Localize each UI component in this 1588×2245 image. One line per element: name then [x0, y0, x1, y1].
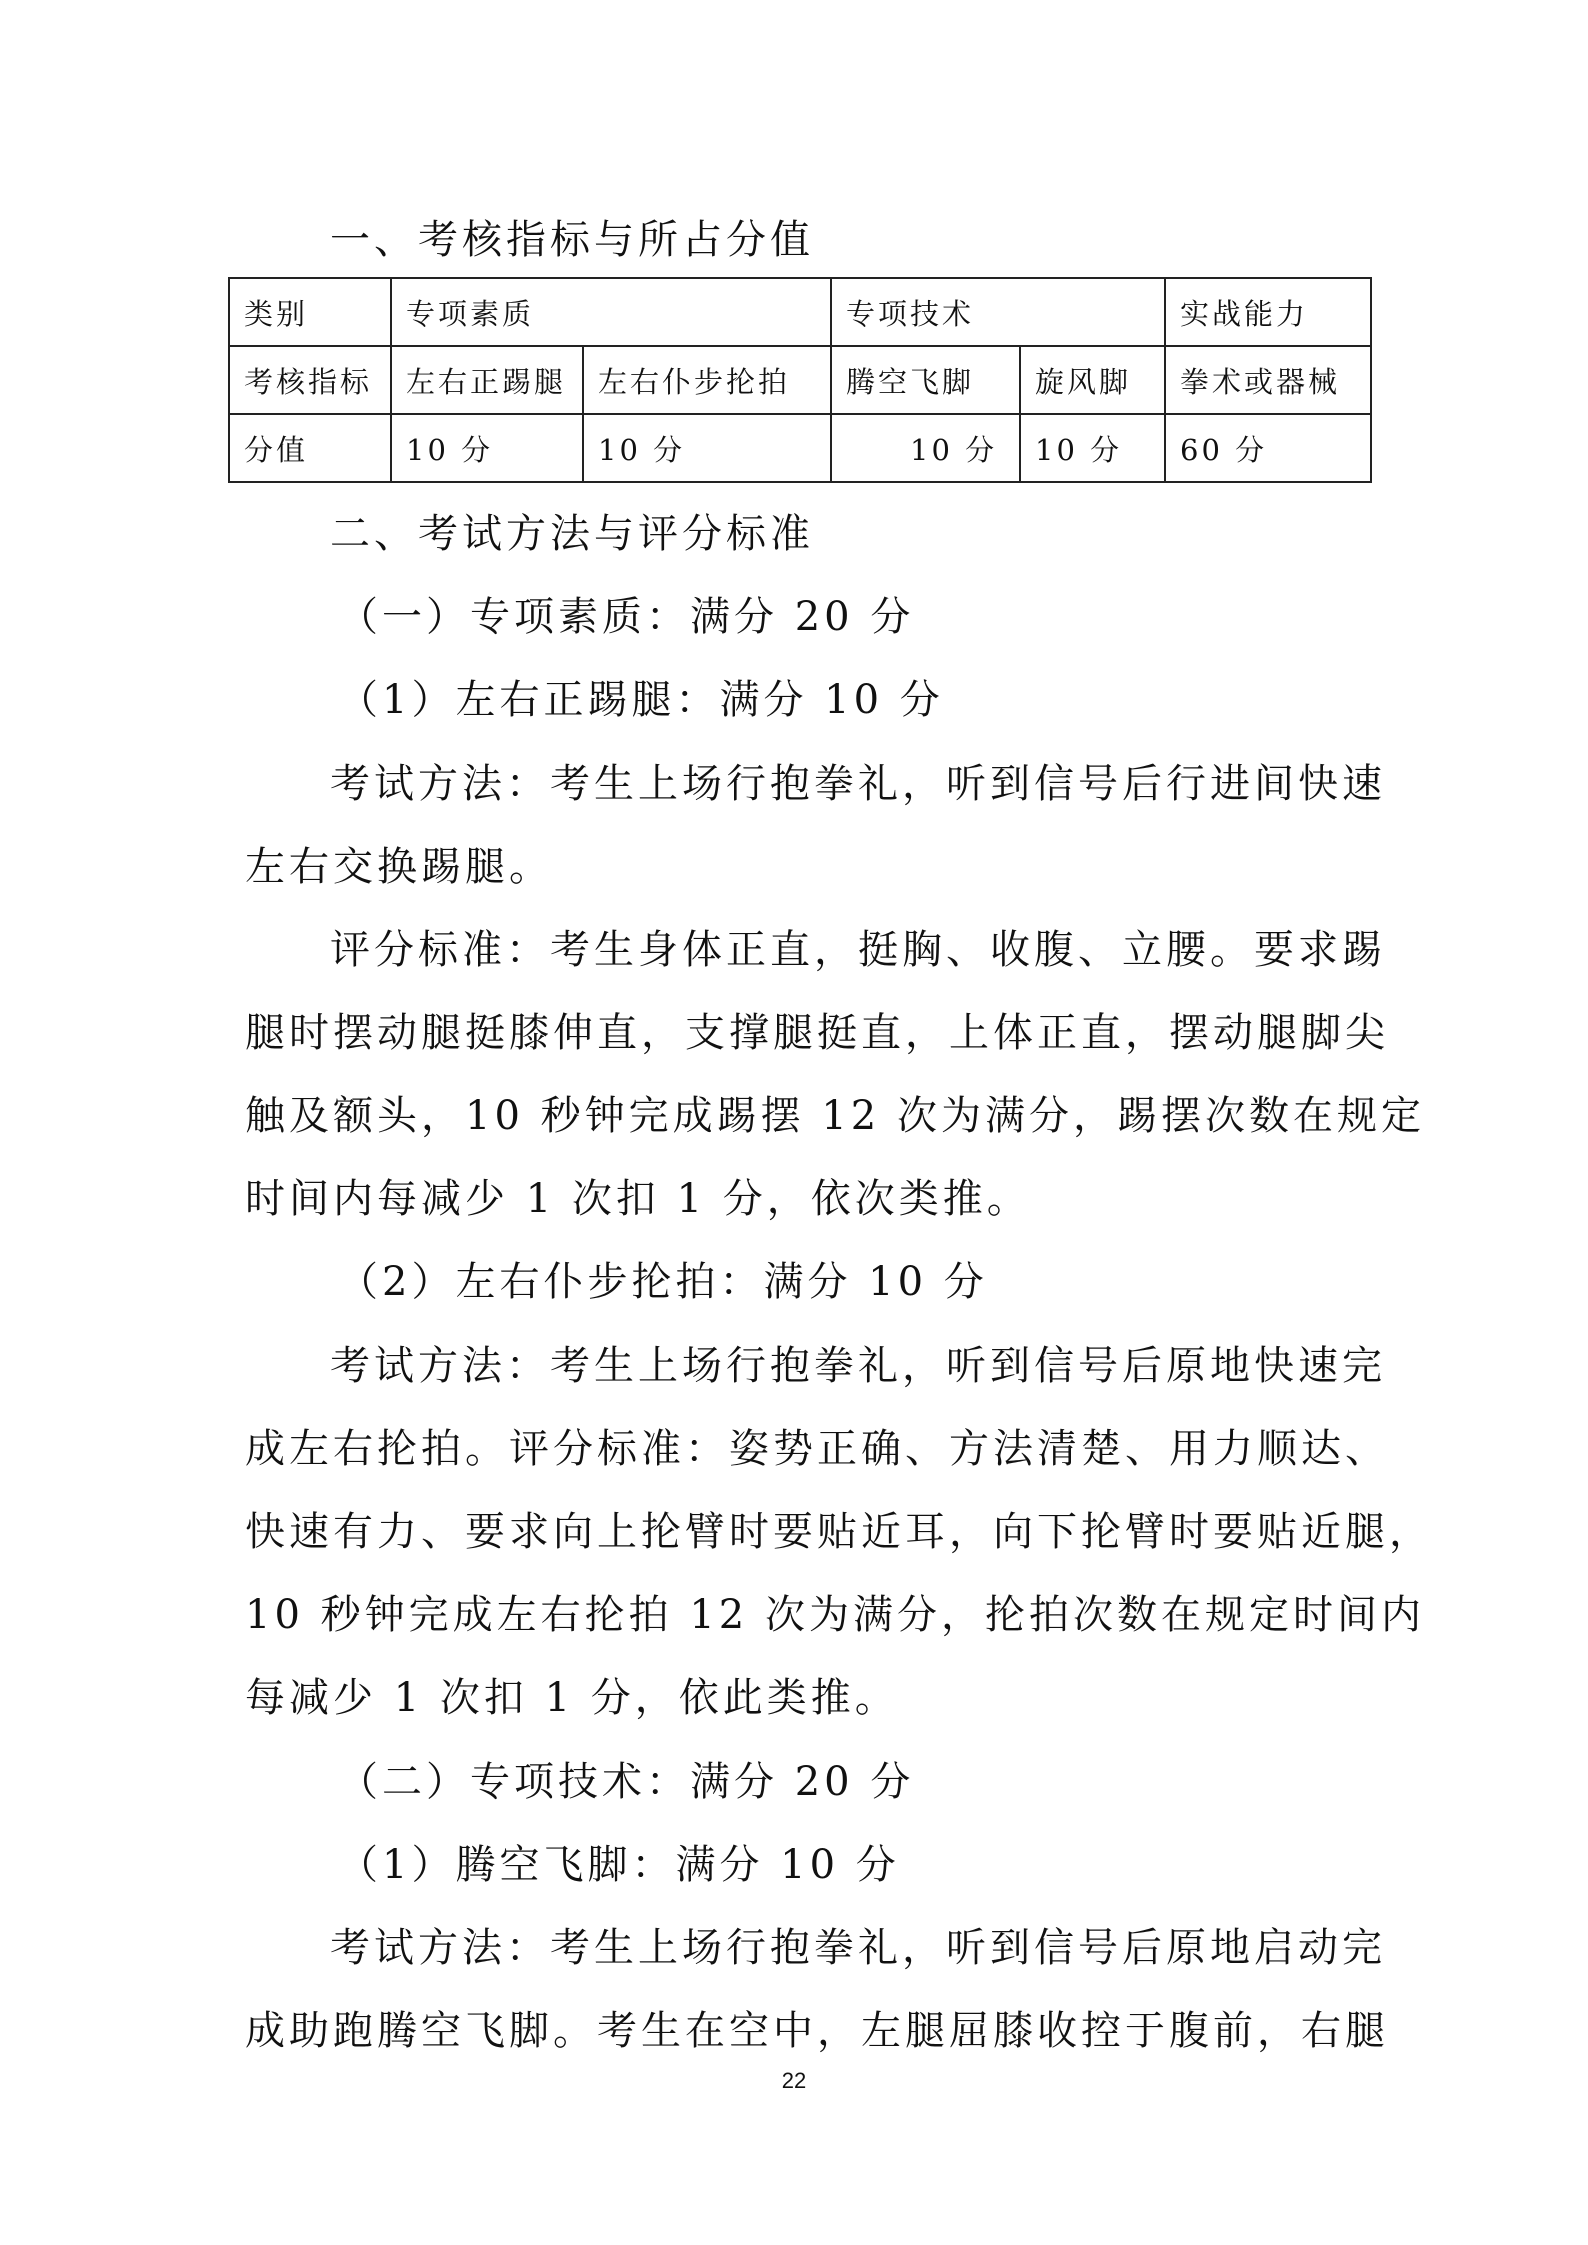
- paragraph-line: 10 秒钟完成左右抡拍 12 次为满分，抡拍次数在规定时间内: [245, 1592, 1425, 1638]
- table-cell: 10 分: [583, 414, 831, 482]
- table-cell: 考核指标: [229, 346, 391, 414]
- score-table: [228, 277, 1372, 483]
- paragraph-line: 时间内每减少 1 次扣 1 分，依次类推。: [245, 1176, 1031, 1222]
- table-cell: 分值: [229, 414, 391, 482]
- paragraph-line: 评分标准：考生身体正直，挺胸、收腹、立腰。要求踢: [330, 927, 1386, 973]
- table-cell: 腾空飞脚: [831, 346, 1020, 414]
- table-row: [229, 346, 1371, 414]
- subsection-heading: （一）专项素质：满分 20 分: [338, 594, 915, 640]
- paragraph-line: 考试方法：考生上场行抱拳礼，听到信号后行进间快速: [330, 761, 1386, 807]
- table-cell: 60 分: [1165, 414, 1371, 482]
- item-heading: （1）左右正踢腿：满分 10 分: [338, 677, 944, 723]
- paragraph-line: 快速有力、要求向上抡臂时要贴近耳，向下抡臂时要贴近腿，: [245, 1509, 1433, 1555]
- table-cell: 实战能力: [1165, 278, 1371, 346]
- section-heading: 一、考核指标与所占分值: [330, 217, 814, 263]
- paragraph-line: 考试方法：考生上场行抱拳礼，听到信号后原地启动完: [330, 1925, 1386, 1971]
- table-cell: 类别: [229, 278, 391, 346]
- table-cell: 旋风脚: [1020, 346, 1165, 414]
- table-cell: 专项技术: [831, 278, 1165, 346]
- subsection-heading: （二）专项技术：满分 20 分: [338, 1759, 915, 1805]
- table-cell: 10 分: [391, 414, 583, 482]
- table-row: [229, 278, 1371, 346]
- page-number: 22: [781, 2068, 807, 2093]
- table-cell: 10 分: [831, 414, 1020, 482]
- table-row: [229, 414, 1371, 482]
- item-heading: （1）腾空飞脚：满分 10 分: [338, 1842, 900, 1888]
- paragraph-line: 腿时摆动腿挺膝伸直，支撑腿挺直，上体正直，摆动腿脚尖: [245, 1010, 1389, 1056]
- paragraph-line: 触及额头，10 秒钟完成踢摆 12 次为满分，踢摆次数在规定: [245, 1093, 1425, 1139]
- table-cell: 10 分: [1020, 414, 1165, 482]
- table-cell: 左右仆步抡拍: [583, 346, 831, 414]
- paragraph-line: 成助跑腾空飞脚。考生在空中，左腿屈膝收控于腹前，右腿: [245, 2008, 1389, 2054]
- table-cell: 拳术或器械: [1165, 346, 1371, 414]
- paragraph-line: 左右交换踢腿。: [245, 844, 553, 890]
- table-cell: 左右正踢腿: [391, 346, 583, 414]
- paragraph-line: 每减少 1 次扣 1 分，依此类推。: [245, 1675, 899, 1721]
- item-heading: （2）左右仆步抡拍：满分 10 分: [338, 1259, 988, 1305]
- paragraph-line: 成左右抡拍。评分标准：姿势正确、方法清楚、用力顺达、: [245, 1426, 1389, 1472]
- table-cell: 专项素质: [391, 278, 831, 346]
- section-heading: 二、考试方法与评分标准: [330, 511, 814, 557]
- paragraph-line: 考试方法：考生上场行抱拳礼，听到信号后原地快速完: [330, 1343, 1386, 1389]
